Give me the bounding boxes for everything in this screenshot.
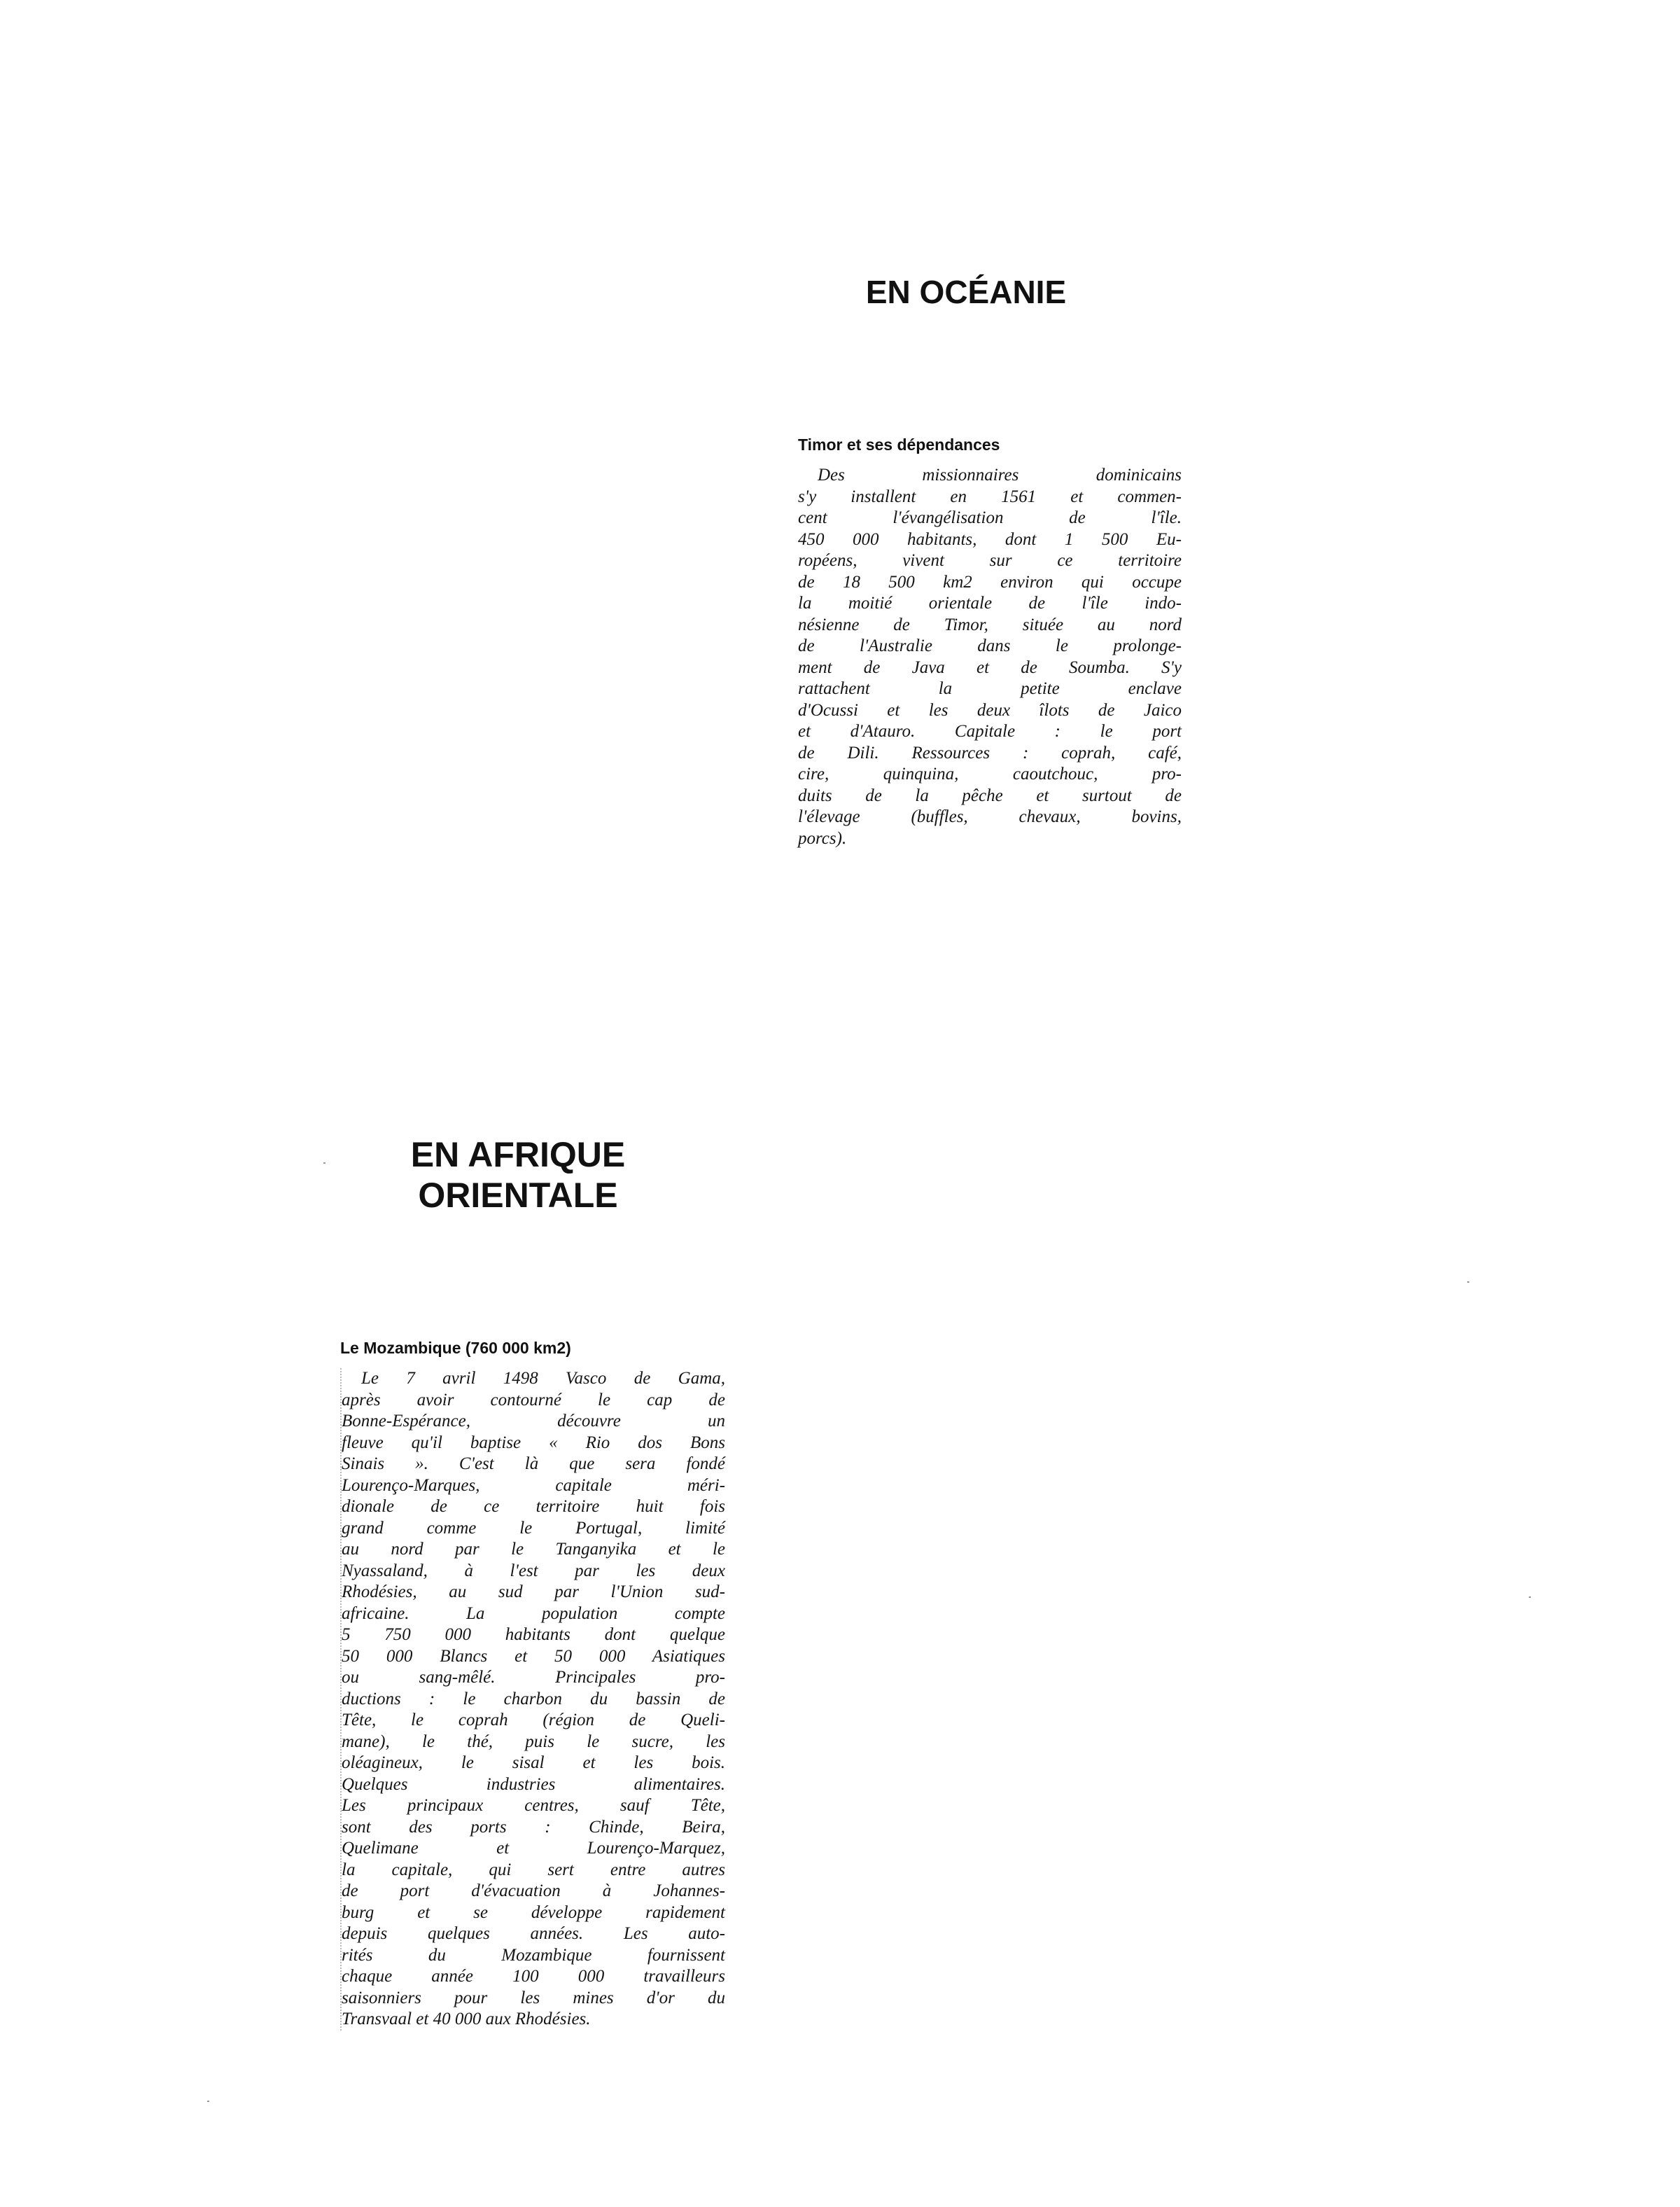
text-line: Lourenço-Marques, capitale méri-: [342, 1475, 725, 1495]
scan-speck: [1467, 1281, 1469, 1283]
text-line: la capitale, qui sert entre autres: [342, 1860, 725, 1879]
scan-speck: [323, 1162, 326, 1164]
text-line: ment de Java et de Soumba. S'y: [798, 657, 1182, 677]
text-line: Quelimane et Lourenço-Marquez,: [342, 1839, 725, 1858]
text-line: de port d'évacuation à Johannes-: [342, 1881, 725, 1900]
text-line: depuis quelques années. Les auto-: [342, 1924, 725, 1943]
text-line: sont des ports : Chinde, Beira,: [342, 1817, 725, 1837]
text-line: oléagineux, le sisal et les bois.: [342, 1753, 725, 1772]
text-line: ou sang-mêlé. Principales pro-: [342, 1668, 725, 1687]
text-line: porcs).: [798, 828, 847, 848]
text-line: rités du Mozambique fournissent: [342, 1945, 725, 1965]
text-line: au nord par le Tanganyika et le: [342, 1540, 725, 1559]
text-line: fleuve qu'il baptise « Rio dos Bons: [342, 1433, 725, 1452]
text-line: Sinais ». C'est là que sera fondé: [342, 1454, 725, 1473]
text-line: Tête, le coprah (région de Queli-: [342, 1711, 725, 1729]
text-line: et d'Atauro. Capitale : le port: [798, 722, 1182, 741]
text-line: 50 000 Blancs et 50 000 Asiatiques: [342, 1646, 725, 1666]
text-line: après avoir contourné le cap de: [342, 1390, 725, 1409]
text-line: Bonne-Espérance, découvre un: [342, 1412, 725, 1430]
text-line: Transvaal et 40 000 aux Rhodésies.: [342, 2010, 591, 2028]
section-heading-east-africa: [364, 1134, 672, 1216]
text-line: de Dili. Ressources : coprah, café,: [798, 743, 1182, 763]
text-line: duits de la pêche et surtout de: [798, 786, 1182, 805]
scan-speck: [207, 2101, 209, 2102]
heading-line: EN AFRIQUE: [410, 1135, 626, 1174]
heading-line: ORIENTALE: [418, 1176, 618, 1215]
text-line: chaque année 100 000 travailleurs: [342, 1967, 725, 1986]
text-line: burg et se développe rapidement: [342, 1902, 725, 1922]
text-line: Les principaux centres, sauf Tête,: [342, 1796, 725, 1815]
text-line: Le 7 avril 1498 Vasco de Gama,: [361, 1369, 725, 1388]
text-line: Nyassaland, à l'est par les deux: [342, 1561, 725, 1580]
text-line: d'Ocussi et les deux îlots de Jaico: [798, 700, 1182, 720]
text-line: grand comme le Portugal, limité: [342, 1518, 725, 1538]
text-line: mane), le thé, puis le sucre, les: [342, 1732, 725, 1751]
text-line: la moitié orientale de l'île indo-: [798, 594, 1182, 613]
text-line: l'élevage (buffles, chevaux, bovins,: [798, 807, 1182, 826]
text-line: Des missionnaires dominicains: [818, 466, 1182, 485]
section-heading-oceania: EN OCÉANIE: [865, 274, 1067, 310]
article-body-timor: [798, 465, 1182, 849]
text-line: ropéens, vivent sur ce territoire: [798, 551, 1182, 570]
text-line: saisonniers pour les mines d'or du: [342, 1988, 725, 2007]
text-line: cent l'évangélisation de l'île.: [798, 508, 1182, 527]
text-line: dionale de ce territoire huit fois: [342, 1497, 725, 1516]
text-line: 450 000 habitants, dont 1 500 Eu-: [798, 529, 1182, 549]
text-line: ductions : le charbon du bassin de: [342, 1689, 725, 1708]
text-line: rattachent la petite enclave: [798, 679, 1182, 698]
text-line: s'y installent en 1561 et commen-: [798, 487, 1182, 506]
text-line: de 18 500 km2 environ qui occupe: [798, 572, 1182, 592]
text-line: cire, quinquina, caoutchouc, pro-: [798, 765, 1182, 784]
article-body-mozambique: [340, 1368, 725, 2031]
article-title-timor: Timor et ses dépendances: [798, 436, 1000, 454]
text-line: africaine. La population compte: [342, 1603, 725, 1623]
article-title-mozambique: Le Mozambique (760 000 km2): [340, 1339, 571, 1357]
text-line: nésienne de Timor, située au nord: [798, 615, 1182, 634]
scan-speck: [1529, 1596, 1531, 1598]
text-line: Quelques industries alimentaires.: [342, 1774, 725, 1794]
text-line: 5 750 000 habitants dont quelque: [342, 1625, 725, 1644]
text-line: Rhodésies, au sud par l'Union sud-: [342, 1582, 725, 1601]
text-line: de l'Australie dans le prolonge-: [798, 636, 1182, 655]
